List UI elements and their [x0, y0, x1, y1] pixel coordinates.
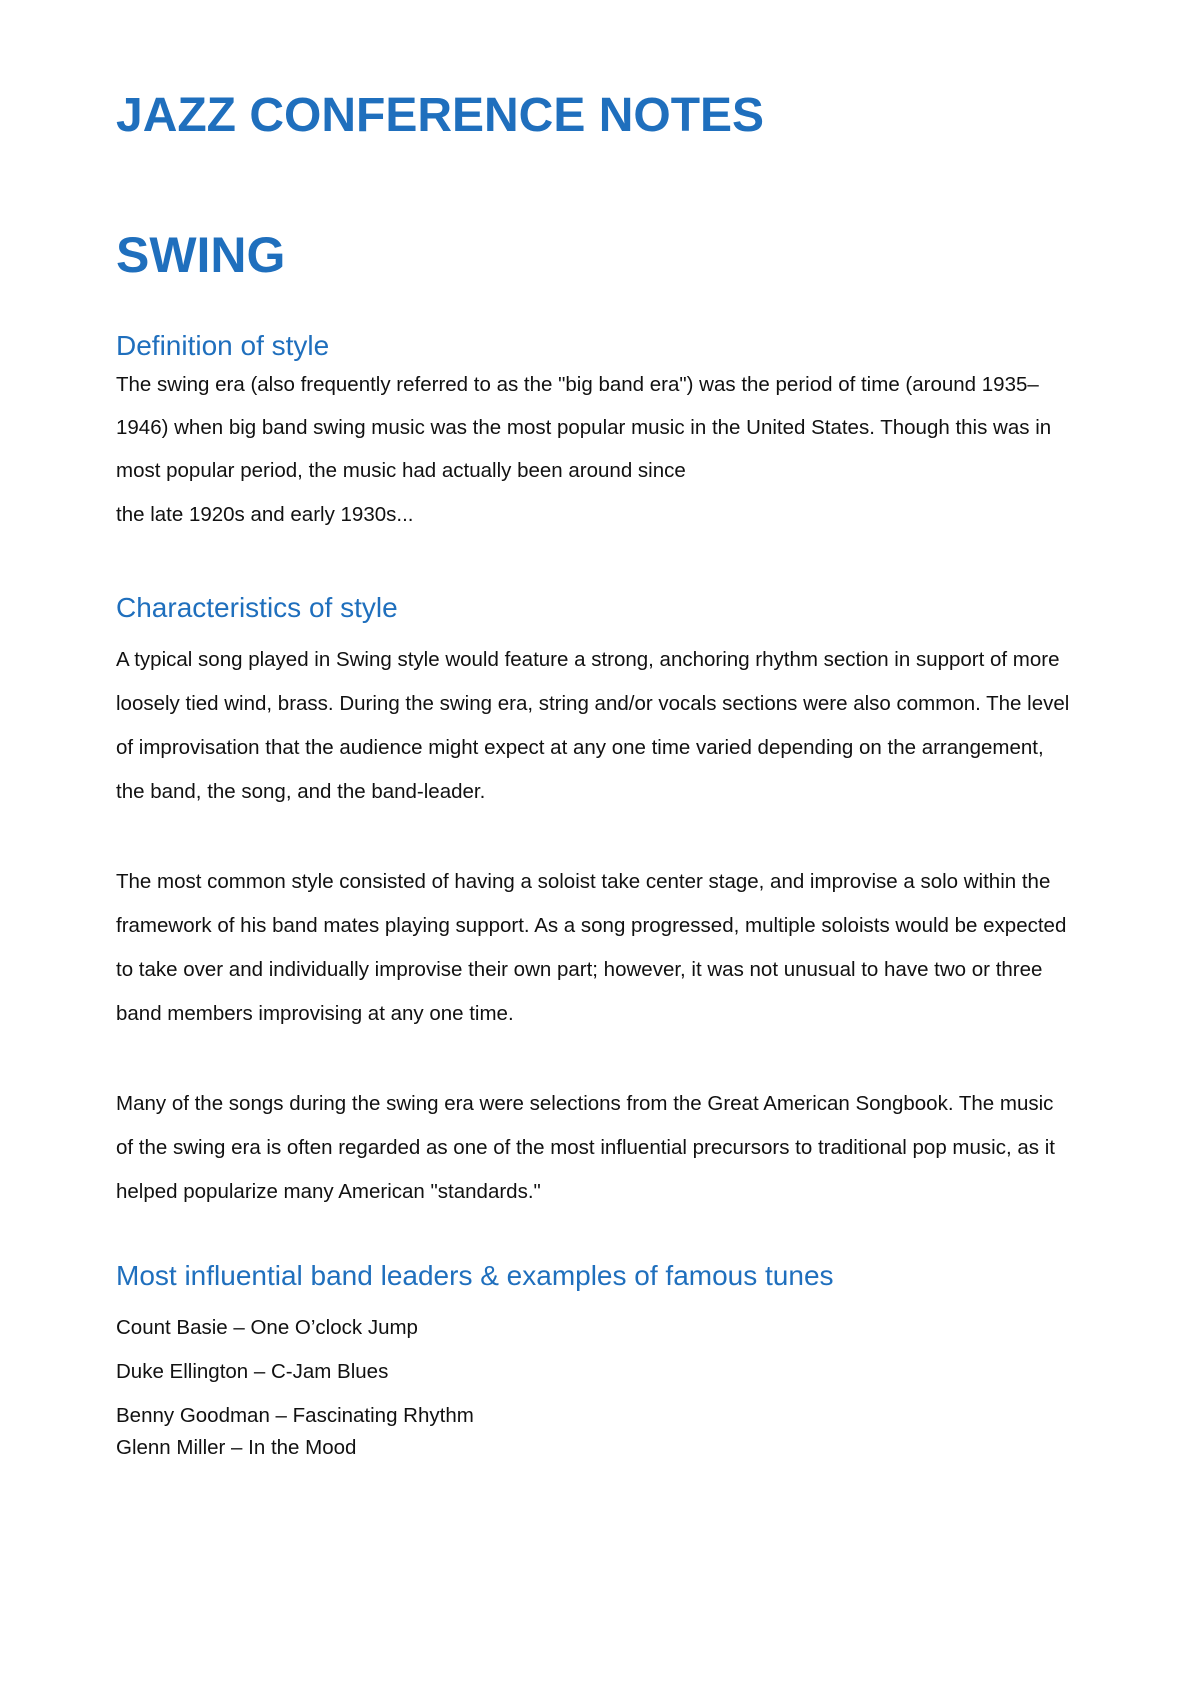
characteristics-paragraph-3-line: Many of the songs during the swing era were selections from the Great American Songbook. The music — [116, 1092, 1054, 1115]
definition-line: most popular period, the music had actually been around since — [116, 459, 686, 482]
characteristics-paragraph-1-line: loosely tied wind, brass. During the swing era, string and/or vocals sections were also common. The level — [116, 692, 1070, 715]
characteristics-paragraph-2-line: band members improvising at any one time. — [116, 1002, 514, 1025]
characteristics-paragraph-1-line: the band, the song, and the band-leader. — [116, 780, 486, 803]
heading-characteristics-of-style: Characteristics of style — [116, 592, 398, 623]
characteristics-paragraph-1-line: A typical song played in Swing style would feature a strong, anchoring rhythm section in support of more — [116, 648, 1060, 671]
characteristics-paragraph-3-line: helped popularize many American "standards." — [116, 1180, 541, 1203]
heading-definition-of-style: Definition of style — [116, 330, 330, 361]
document-title: JAZZ CONFERENCE NOTES — [116, 89, 765, 142]
band-leader-item: Count Basie – One O’clock Jump — [116, 1316, 418, 1339]
heading-band-leaders: Most influential band leaders & examples of famous tunes — [116, 1260, 834, 1291]
band-leader-item: Glenn Miller – In the Mood — [116, 1436, 357, 1459]
characteristics-paragraph-2-line: to take over and individually improvise their own part; however, it was not unusual to have two or three — [116, 958, 1043, 981]
section-title-swing: SWING — [116, 227, 286, 283]
definition-line: The swing era (also frequently referred to as the "big band era") was the period of time (around 1935– — [116, 373, 1039, 396]
definition-line: the late 1920s and early 1930s... — [116, 503, 414, 526]
characteristics-paragraph-2-line: The most common style consisted of having a soloist take center stage, and improvise a solo within the — [116, 870, 1051, 893]
band-leader-item: Duke Ellington – C-Jam Blues — [116, 1360, 389, 1383]
characteristics-paragraph-1-line: of improvisation that the audience might expect at any one time varied depending on the arrangement, — [116, 736, 1044, 759]
characteristics-paragraph-3-line: of the swing era is often regarded as one of the most influential precursors to traditional pop music, as it — [116, 1136, 1055, 1159]
definition-line: 1946) when big band swing music was the most popular music in the United States. Though this was in — [116, 416, 1052, 439]
band-leader-item: Benny Goodman – Fascinating Rhythm — [116, 1404, 474, 1427]
characteristics-paragraph-2-line: framework of his band mates playing support. As a song progressed, multiple soloists would be expected — [116, 914, 1067, 937]
